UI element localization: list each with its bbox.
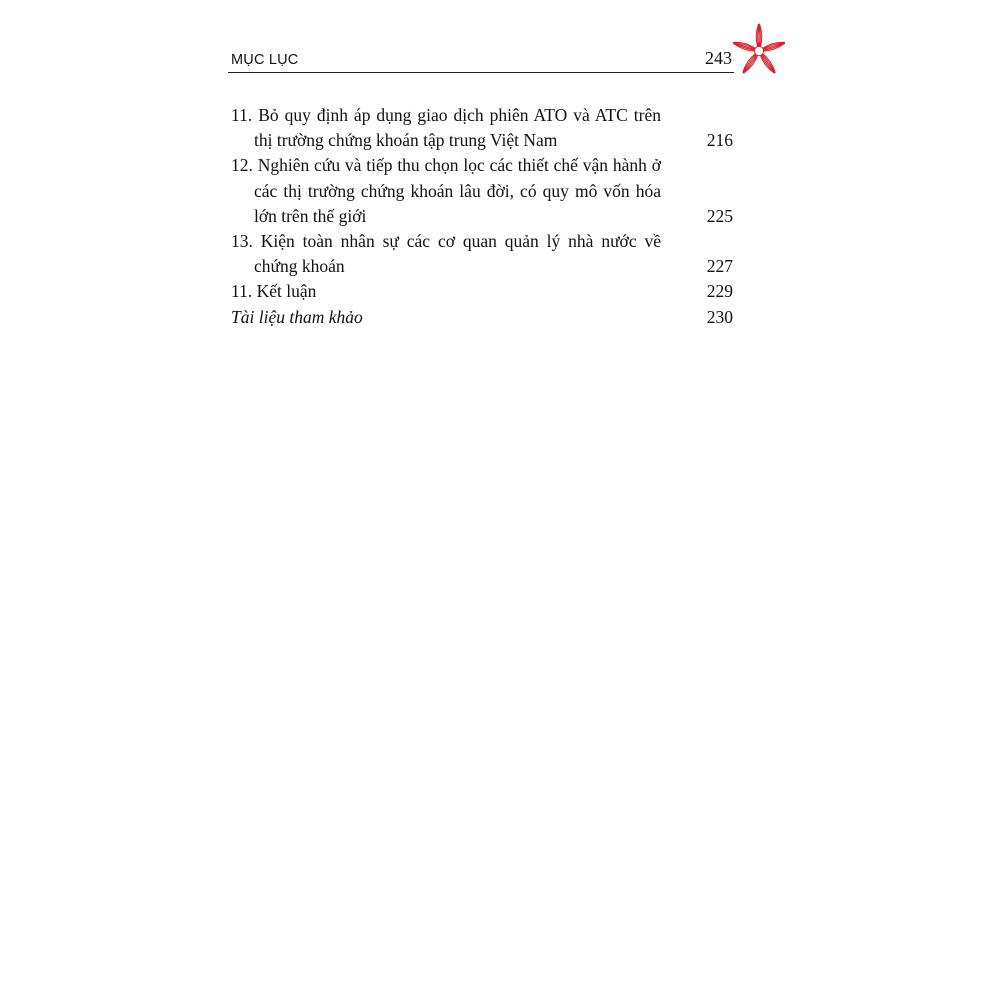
header-page-number: 243 [705, 48, 732, 68]
toc-entry-title [231, 153, 661, 229]
toc-entry [231, 229, 733, 279]
header-title: MỤC LỤC [231, 52, 299, 68]
toc-entry-page: 230 [706, 306, 733, 327]
toc-entry [231, 153, 733, 229]
toc-entry-line: 12. Nghiên cứu và tiếp thu chọn lọc các thiết chế vận [231, 155, 609, 176]
toc-entry-title [231, 229, 661, 279]
toc-entry-page: 227 [706, 256, 733, 277]
toc-entry-line: mô vốn hóa lớn trên thế giới [254, 180, 661, 226]
toc-entry-line: chứng khoán [254, 256, 345, 277]
toc-entry-page: 225 [706, 205, 733, 226]
toc-entry-line: 13. Kiện toàn nhân sự các cơ quan quản lý nhà nước về [231, 231, 661, 252]
toc-entry-title [231, 305, 661, 330]
header-divider [228, 72, 734, 73]
toc-entry-line: trên thị trường chứng khoán tập trung Việt Nam [254, 105, 661, 151]
toc-entry-title [231, 103, 661, 153]
toc-entry-line: Tài liệu tham khảo [231, 306, 363, 327]
toc-entry [231, 103, 733, 153]
publisher-star-logo-icon [730, 22, 788, 80]
toc-entry-line: 11. Bỏ quy định áp dụng giao dịch phiên ATO và ATC [231, 105, 628, 125]
toc-entry [231, 305, 733, 330]
toc-entry-page: 229 [706, 281, 733, 302]
toc-entry-title [231, 279, 661, 304]
toc-entry-page: 216 [706, 130, 733, 151]
toc-entry-line: 11. Kết luận [231, 281, 317, 302]
toc-entry-line: hành ở các thị trường chứng khoán lâu đời, có quy [254, 155, 661, 201]
toc-entry [231, 279, 733, 304]
table-of-contents [231, 103, 733, 330]
